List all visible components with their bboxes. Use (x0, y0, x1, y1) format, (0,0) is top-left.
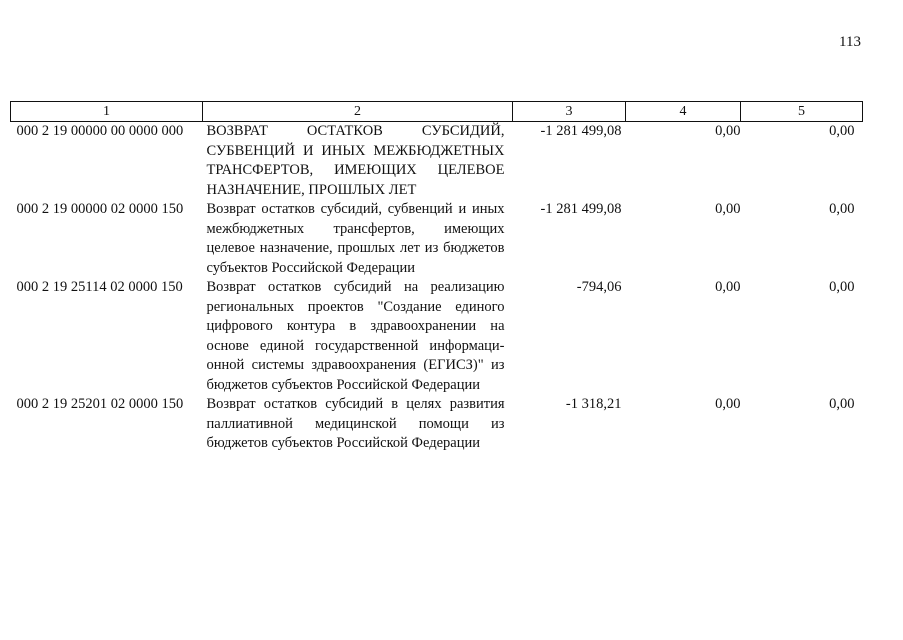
item-name: Возврат остатков субсидий, субвенций и иных межбюджетных трансфертов, имеющих целевое назначение, прошлых лет из бюджетов субъектов Российской Федерации (206, 201, 505, 276)
value-col5: 0,00 (829, 279, 855, 295)
table-row (11, 200, 863, 278)
budget-code: 000 2 19 25201 02 0000 150 (16, 396, 184, 412)
page-number: 113 (839, 34, 861, 50)
value-col3: -1 281 499,08 (540, 123, 622, 139)
budget-code: 000 2 19 00000 00 0000 000 (16, 123, 184, 139)
budget-code: 000 2 19 25114 02 0000 150 (16, 279, 183, 295)
value-col3: -1 281 499,08 (540, 201, 622, 217)
value-col4: 0,00 (715, 123, 741, 139)
column-header-2: 2 (203, 102, 513, 122)
column-header-1: 1 (11, 102, 203, 122)
table-row (11, 395, 863, 454)
value-col5: 0,00 (829, 396, 855, 412)
header-row (11, 102, 863, 122)
budget-code: 000 2 19 00000 02 0000 150 (16, 201, 184, 217)
item-name: Возврат остатков субсидий на реализацию региональных проектов "Создание единого цифрового контура в здравоохранении на основе единой государственной информаци-онной системы здравоохранения (ЕГИСЗ)" из бюджетов субъектов Российской Федерации (206, 279, 505, 393)
column-header-5: 5 (741, 102, 863, 122)
item-name: ВОЗВРАТ ОСТАТКОВ СУБСИДИЙ, СУБВЕНЦИЙ И ИНЫХ МЕЖБЮДЖЕТНЫХ ТРАНСФЕРТОВ, ИМЕЮЩИХ ЦЕЛЕВОЕ НАЗНАЧЕНИЕ, ПРОШЛЫХ ЛЕТ (206, 123, 505, 198)
column-header-4: 4 (626, 102, 741, 122)
value-col4: 0,00 (715, 279, 741, 295)
value-col5: 0,00 (829, 123, 855, 139)
table-row (11, 122, 863, 201)
table-row (11, 278, 863, 395)
budget-table (10, 101, 863, 454)
value-col3: -1 318,21 (565, 396, 622, 412)
value-col3: -794,06 (576, 279, 622, 295)
value-col4: 0,00 (715, 201, 741, 217)
column-header-3: 3 (513, 102, 626, 122)
value-col5: 0,00 (829, 201, 855, 217)
value-col4: 0,00 (715, 396, 741, 412)
item-name: Возврат остатков субсидий в целях развития паллиативной медицинской помощи из бюджетов субъектов Российской Федерации (206, 396, 505, 451)
